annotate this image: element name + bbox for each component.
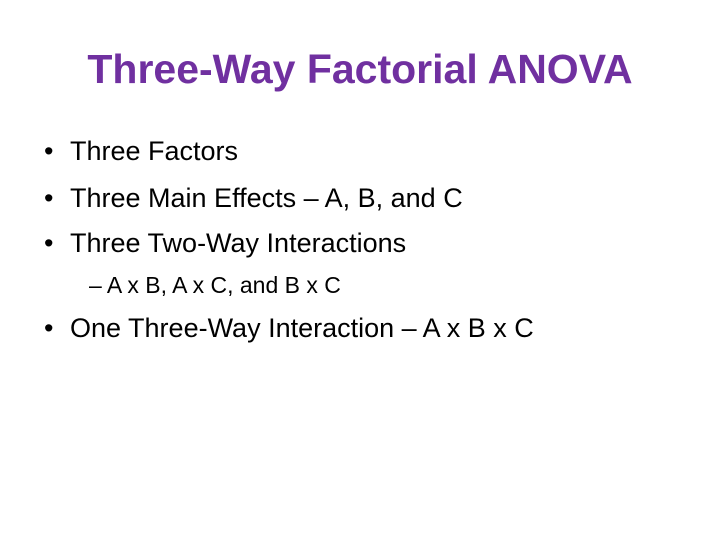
bullet-item (44, 312, 534, 344)
bullet-item (44, 135, 238, 167)
bullet-item (44, 227, 406, 259)
bullet-text: Three Main Effects – A, B, and C (70, 183, 463, 213)
bullet-marker: • (44, 183, 54, 213)
bullet-item (44, 182, 463, 214)
bullet-text: Three Factors (70, 136, 239, 166)
bullet-marker: • (44, 313, 54, 343)
slide-title: Three-Way Factorial ANOVA (87, 46, 633, 92)
bullet-text: Three Two-Way Interactions (70, 228, 407, 258)
sub-bullet-text: – A x B, A x C, and B x C (89, 272, 341, 298)
bullet-marker: • (44, 228, 54, 258)
bullet-text: One Three-Way Interaction – A x B x C (70, 313, 534, 343)
bullet-marker: • (44, 136, 54, 166)
